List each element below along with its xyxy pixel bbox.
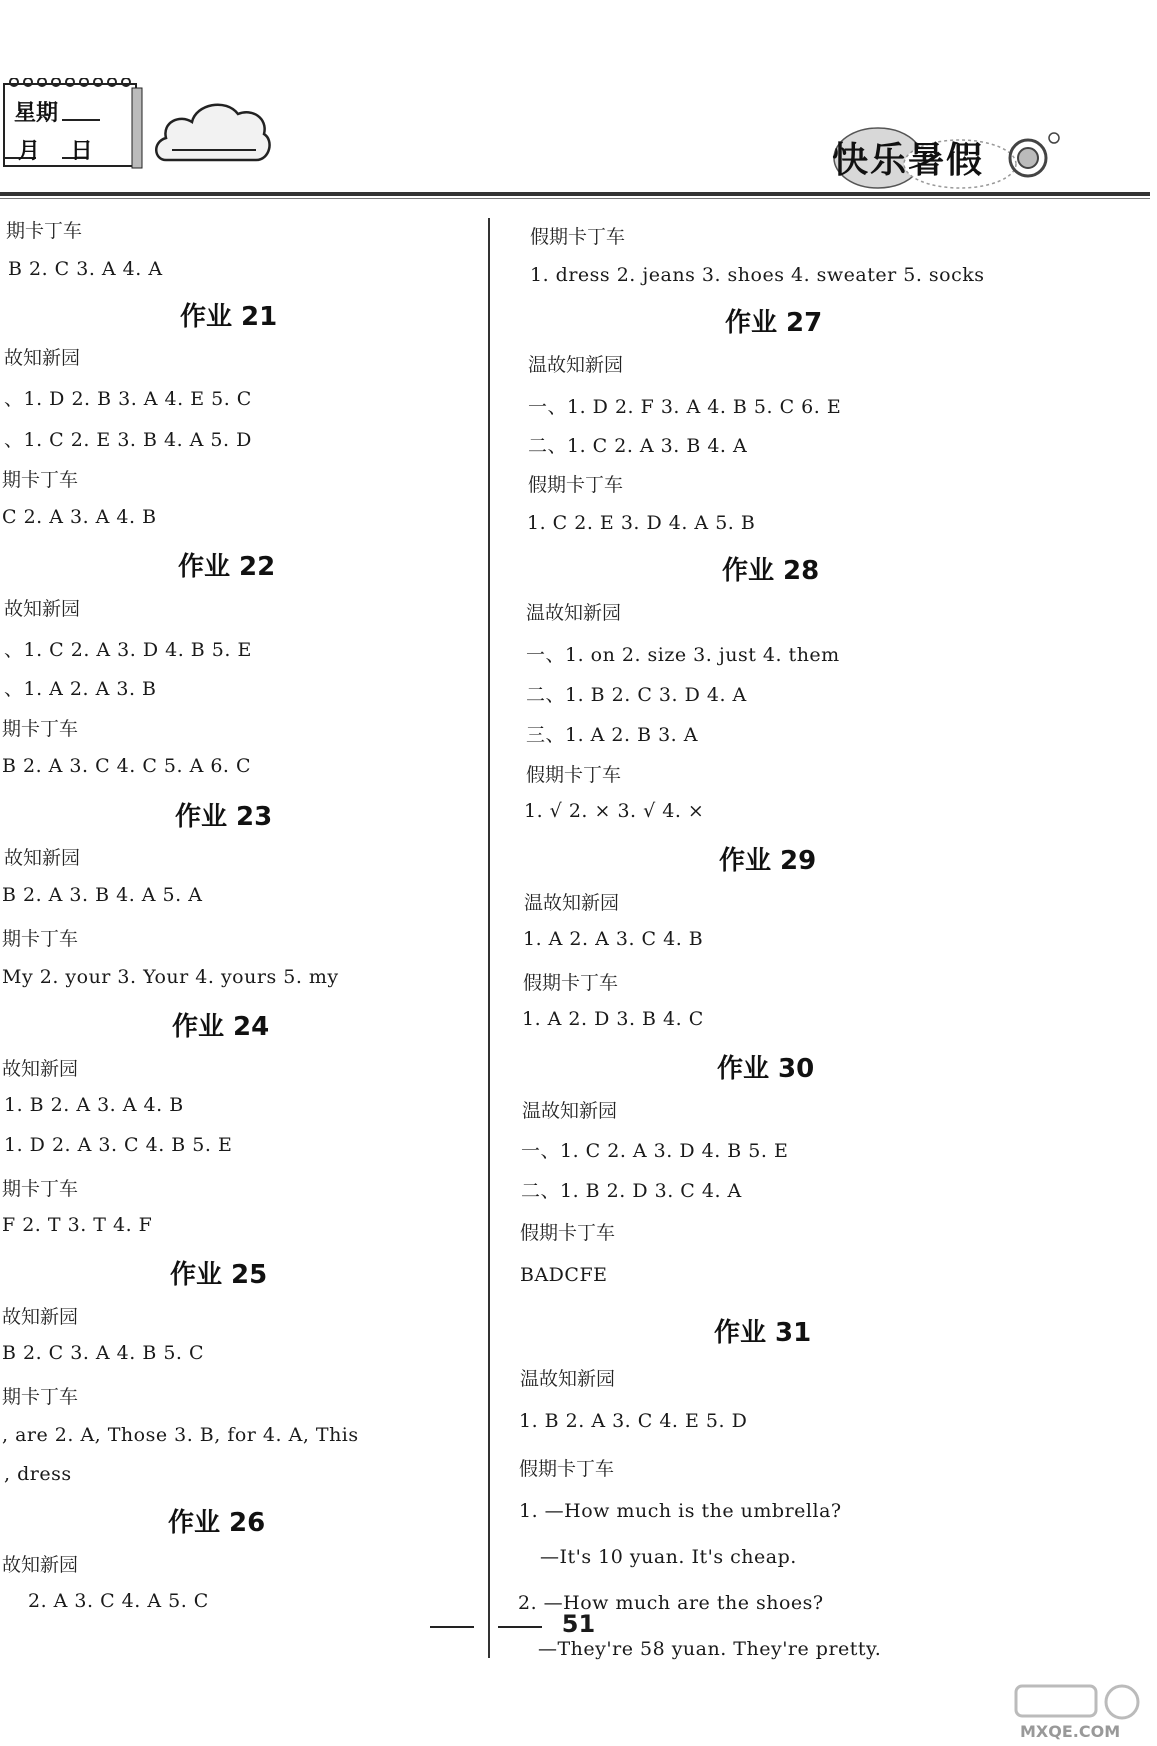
- right-section-21: 温故知新园: [522, 1100, 618, 1122]
- left-ans-10: 、1. C 2. A 3. D 4. B 5. E: [4, 639, 252, 661]
- watermark-text: MXQE.COM: [1020, 1722, 1121, 1741]
- right-ans-28: 1. B 2. A 3. C 4. E 5. D: [519, 1410, 748, 1432]
- left-heading-31: 作业 26: [168, 1508, 266, 1538]
- left-ans-33: 2. A 3. C 4. A 5. C: [28, 1590, 209, 1612]
- logo-text: 快乐暑假: [832, 140, 985, 181]
- calendar-date-label: 月 日: [18, 139, 93, 164]
- right-ans-17: 1. A 2. A 3. C 4. B: [523, 928, 704, 950]
- right-ans-12: 三、1. A 2. B 3. A: [526, 724, 698, 746]
- left-section-17: 期卡丁车: [2, 928, 79, 950]
- right-heading-26: 作业 31: [714, 1318, 812, 1348]
- left-section-0: 期卡丁车: [6, 220, 83, 242]
- left-section-12: 期卡丁车: [2, 718, 79, 740]
- left-heading-2: 作业 21: [180, 302, 278, 332]
- right-heading-8: 作业 28: [722, 556, 820, 586]
- right-ans-14: 1. √ 2. × 3. √ 4. ×: [524, 800, 705, 822]
- right-section-16: 温故知新园: [524, 892, 620, 914]
- left-ans-7: C 2. A 3. A 4. B: [2, 506, 157, 528]
- left-heading-19: 作业 24: [172, 1012, 270, 1042]
- left-ans-13: B 2. A 3. C 4. C 5. A 6. C: [2, 755, 252, 777]
- left-ans-24: F 2. T 3. T 4. F: [2, 1214, 153, 1236]
- left-ans-27: B 2. C 3. A 4. B 5. C: [2, 1342, 205, 1364]
- right-ans-22: 一、1. C 2. A 3. D 4. B 5. E: [521, 1140, 789, 1162]
- right-section-18: 假期卡丁车: [523, 972, 619, 994]
- header-rule: [0, 192, 1150, 196]
- right-ans-5: 二、1. C 2. A 3. B 4. A: [528, 435, 748, 457]
- left-section-15: 故知新园: [4, 847, 81, 869]
- right-ans-23: 二、1. B 2. D 3. C 4. A: [521, 1180, 742, 1202]
- left-ans-22: 1. D 2. A 3. C 4. B 5. E: [4, 1134, 233, 1156]
- right-ans-31: —It's 10 yuan. It's cheap.: [540, 1546, 797, 1568]
- left-ans-18: My 2. your 3. Your 4. yours 5. my: [2, 966, 339, 988]
- right-ans-4: 一、1. D 2. F 3. A 4. B 5. C 6. E: [528, 396, 842, 418]
- left-heading-8: 作业 22: [178, 552, 276, 582]
- cloud-icon: [152, 92, 272, 172]
- right-heading-20: 作业 30: [717, 1054, 815, 1084]
- left-heading-14: 作业 23: [175, 802, 273, 832]
- right-section-3: 温故知新园: [528, 354, 624, 376]
- left-ans-11: 、1. A 2. A 3. B: [4, 678, 157, 700]
- right-ans-32: 2. —How much are the shoes?: [518, 1592, 824, 1614]
- right-heading-15: 作业 29: [719, 846, 817, 876]
- left-ans-1: B 2. C 3. A 4. A: [8, 258, 163, 280]
- left-ans-30: , dress: [4, 1463, 72, 1485]
- right-ans-10: 一、1. on 2. size 3. just 4. them: [526, 644, 840, 666]
- right-ans-25: BADCFE: [520, 1264, 608, 1286]
- left-section-9: 故知新园: [4, 598, 81, 620]
- left-ans-5: 、1. C 2. E 3. B 4. A 5. D: [4, 429, 252, 451]
- left-ans-21: 1. B 2. A 3. A 4. B: [4, 1094, 184, 1116]
- calendar-weekday-label: 星期: [14, 101, 59, 126]
- left-section-32: 故知新园: [2, 1554, 79, 1576]
- right-section-13: 假期卡丁车: [526, 764, 622, 786]
- left-heading-25: 作业 25: [170, 1260, 268, 1290]
- left-section-28: 期卡丁车: [2, 1386, 79, 1408]
- right-section-24: 假期卡丁车: [520, 1222, 616, 1244]
- right-heading-2: 作业 27: [725, 308, 823, 338]
- right-section-9: 温故知新园: [526, 602, 622, 624]
- column-divider: [488, 218, 490, 1658]
- left-section-6: 期卡丁车: [2, 469, 79, 491]
- right-section-29: 假期卡丁车: [519, 1458, 615, 1480]
- page-number-dash-right: [498, 1626, 542, 1628]
- right-ans-19: 1. A 2. D 3. B 4. C: [522, 1008, 704, 1030]
- right-ans-11: 二、1. B 2. C 3. D 4. A: [526, 684, 747, 706]
- right-ans-33: —They're 58 yuan. They're pretty.: [538, 1638, 882, 1660]
- header-rule-thin: [0, 198, 1150, 199]
- left-ans-16: B 2. A 3. B 4. A 5. A: [2, 884, 203, 906]
- right-section-0: 假期卡丁车: [530, 226, 626, 248]
- right-section-6: 假期卡丁车: [528, 474, 624, 496]
- left-section-3: 故知新园: [4, 347, 81, 369]
- right-ans-1: 1. dress 2. jeans 3. shoes 4. sweater 5. socks: [530, 264, 985, 286]
- left-ans-29: , are 2. A, Those 3. B, for 4. A, This: [2, 1424, 359, 1446]
- left-section-23: 期卡丁车: [2, 1178, 79, 1200]
- left-section-26: 故知新园: [2, 1306, 79, 1328]
- right-section-27: 温故知新园: [520, 1368, 616, 1390]
- left-section-20: 故知新园: [2, 1058, 79, 1080]
- page-number: 51: [561, 1610, 596, 1638]
- calendar-widget: [0, 78, 150, 174]
- right-ans-7: 1. C 2. E 3. D 4. A 5. B: [527, 512, 756, 534]
- right-ans-30: 1. —How much is the umbrella?: [519, 1500, 842, 1522]
- left-ans-4: 、1. D 2. B 3. A 4. E 5. C: [4, 388, 252, 410]
